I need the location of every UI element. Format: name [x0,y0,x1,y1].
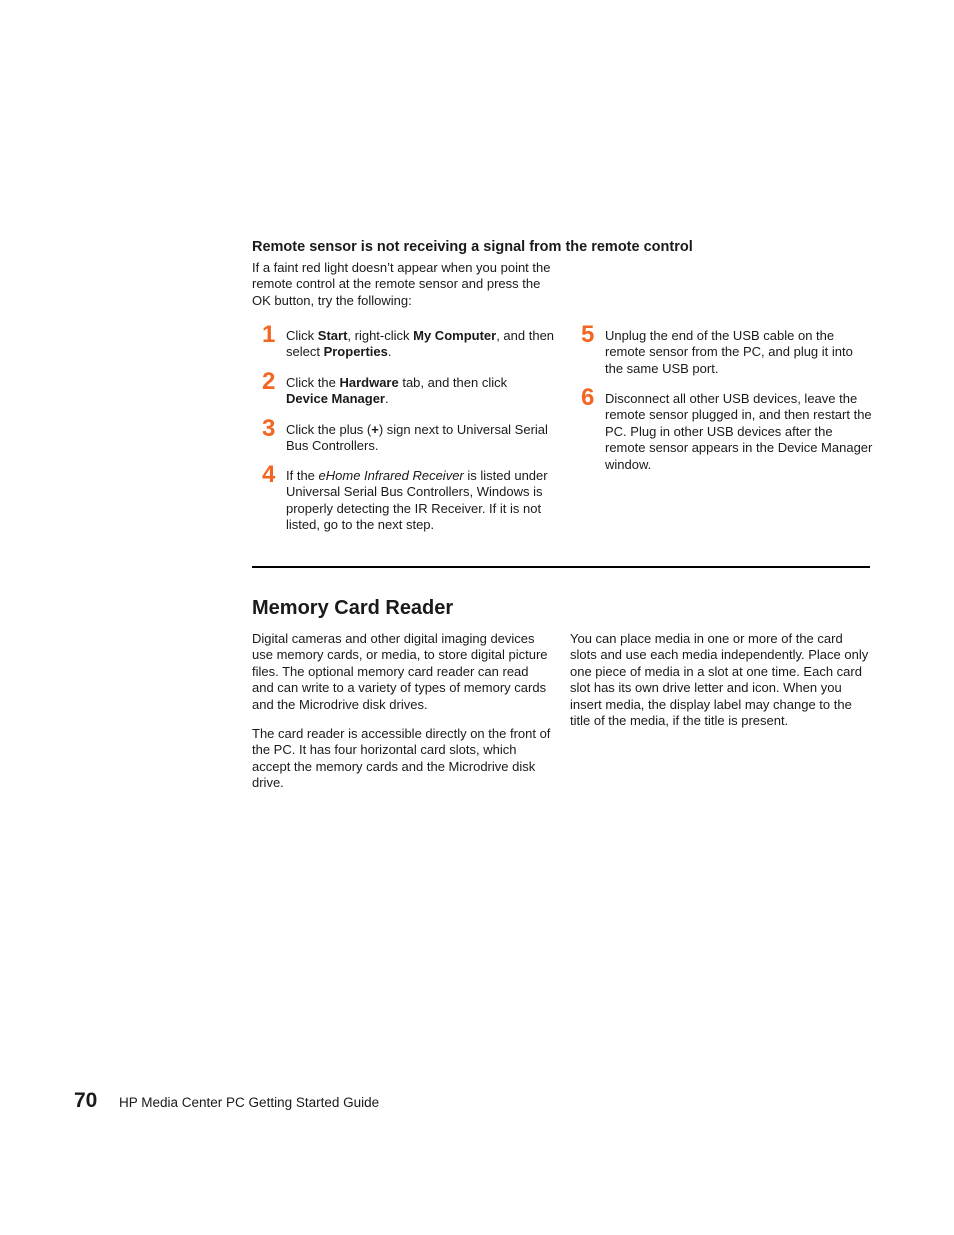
step-number: 5 [581,321,595,348]
body-paragraph: You can place media in one or more of the card slots and use each media independently. Place only one piece of media in a slot at one time. Each card slot has its own drive letter and icon. When you insert media, the display label may change to the title of the media, if the title is present. [570,631,869,729]
page-number: 70 [74,1089,98,1112]
step-text: If the eHome Infrared Receiver is listed under Universal Serial Bus Controllers, Windows is properly detecting the IR Receiver. If it is not listed, go to the next step. [286,468,548,533]
step-text: Click the Hardware tab, and then click Device Manager. [286,375,508,407]
step-text: Click the plus (+) sign next to Universal Serial Bus Controllers. [286,422,548,454]
step-text: Disconnect all other USB devices, leave the remote sensor plugged in, and then restart the PC. Plug in other USB devices after the remote sensor appears in the Device Manager window. [605,391,873,472]
section-heading: Memory Card Reader [252,597,454,619]
intro-paragraph: If a faint red light doesn’t appear when you point the remote control at the remote sensor and press the OK button, try the following: [252,260,551,308]
step-number: 2 [262,368,276,395]
step-text: Unplug the end of the USB cable on the remote sensor from the PC, and plug it into the same USB port. [605,328,853,376]
step-number: 3 [262,415,276,442]
step-number: 6 [581,384,595,411]
footer-title: HP Media Center PC Getting Started Guide [119,1095,380,1110]
body-paragraph: The card reader is accessible directly on the front of the PC. It has four horizontal card slots, which accept the memory cards and the Microdrive disk drive. [252,726,551,791]
step-number: 1 [262,321,276,348]
step-text: Click Start, right-click My Computer, and then select Properties. [286,328,555,360]
body-paragraph: Digital cameras and other digital imaging devices use memory cards, or media, to store digital picture files. The optional memory card reader can read and can write to a variety of types of memory cards and the Microdrive disk drives. [252,631,548,712]
section-subheading: Remote sensor is not receiving a signal from the remote control [252,239,693,255]
section-divider [252,566,870,568]
step-number: 4 [262,461,276,488]
